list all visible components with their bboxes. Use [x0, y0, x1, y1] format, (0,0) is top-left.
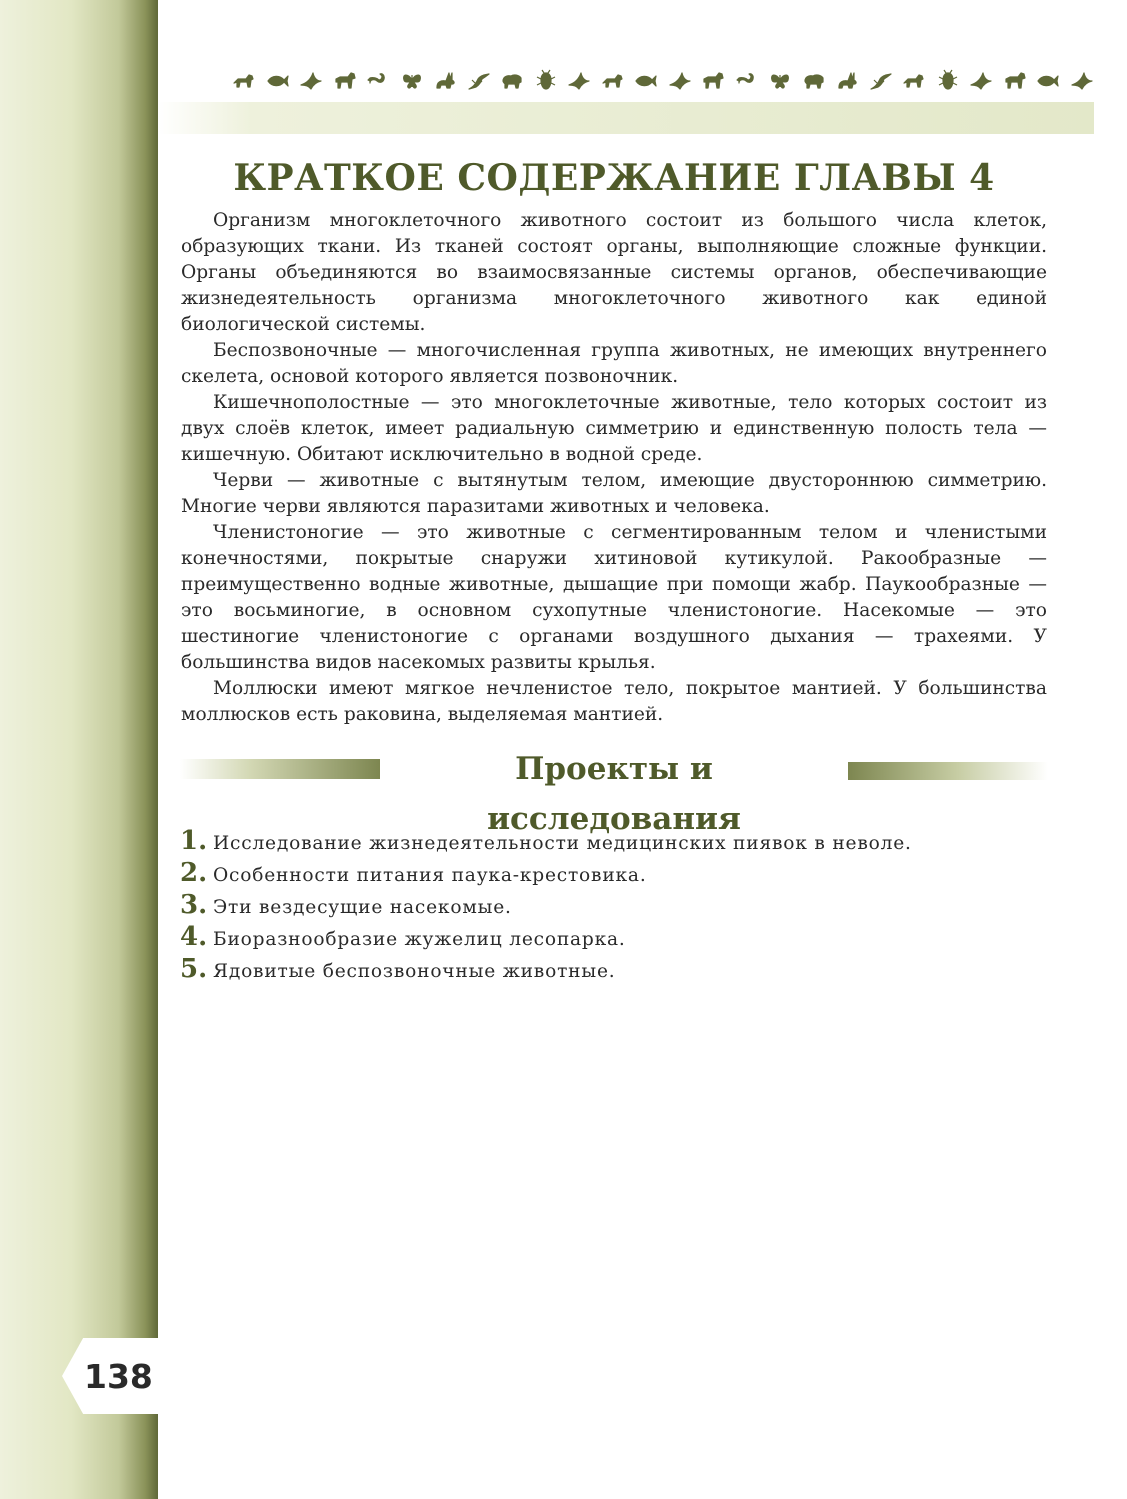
- bird-icon: [567, 69, 591, 97]
- dog-icon: [601, 69, 625, 97]
- butterfly-icon: [400, 69, 424, 97]
- animal-ornament-strip: [232, 66, 1094, 100]
- bird-icon: [969, 69, 993, 97]
- project-item: [180, 922, 1046, 954]
- summary-paragraph: Кишечнополостные — это многоклеточные животные, тело которых состоит из двух слоёв клеток, имеет радиальную симметрию и единственную полость тела — кишечную. Обитают исключительно в водной среде.: [181, 392, 1047, 465]
- chapter-summary-title: КРАТКОЕ СОДЕРЖАНИЕ ГЛАВЫ 4: [233, 157, 995, 199]
- rabbit-icon: [835, 69, 859, 97]
- fish-icon: [1036, 69, 1060, 97]
- horse-icon: [1003, 69, 1027, 97]
- section-divider-right: [848, 762, 1048, 780]
- summary-paragraph: Членистоногие — это животные с сегментированным телом и членистыми конечностями, покрытые снаружи хитиновой кутикулой. Ракообразные — преимущественно водные животные, дышащие при помощи жабр. Паукообразные — это восьминогие, в основном сухопутные членистоногие. Насекомые — это шестиногие членистоногие с органами воздушного дыхания — трахеями. У большинства видов насекомых развиты крылья.: [181, 522, 1047, 673]
- section-divider-left: [180, 759, 380, 779]
- dog-icon: [232, 69, 256, 97]
- project-number: 1.: [180, 826, 208, 856]
- butterfly-icon: [768, 69, 792, 97]
- project-item: [180, 890, 1046, 922]
- beetle-icon: [534, 69, 558, 97]
- rabbit-icon: [433, 69, 457, 97]
- projects-list: [180, 826, 1046, 986]
- lizard-icon: [467, 69, 491, 97]
- project-text: Особенности питания паука-крестовика.: [213, 865, 647, 886]
- beetle-icon: [936, 69, 960, 97]
- project-text: Эти вездесущие насекомые.: [213, 897, 512, 918]
- horse-icon: [333, 69, 357, 97]
- project-number: 3.: [180, 890, 208, 920]
- project-item: [180, 954, 1046, 986]
- bison-icon: [802, 69, 826, 97]
- dog-icon: [902, 69, 926, 97]
- fish-icon: [266, 69, 290, 97]
- bison-icon: [500, 69, 524, 97]
- project-item: [180, 858, 1046, 890]
- fish-icon: [634, 69, 658, 97]
- summary-paragraph: Черви — животные с вытянутым телом, имеющие двустороннюю симметрию. Многие черви являются паразитами животных и человека.: [181, 470, 1047, 517]
- header-band: [158, 102, 1094, 134]
- summary-paragraph: Организм многоклеточного животного состоит из большого числа клеток, образующих ткани. Из тканей состоят органы, выполняющие сложные функции. Органы объединяются во взаимосвязанные системы органов, обеспечивающие жизнедеятельность организма многоклеточного животного как единой биологической системы.: [181, 210, 1047, 335]
- project-item: [180, 826, 1046, 858]
- page-number: 138: [84, 1357, 153, 1396]
- project-number: 2.: [180, 858, 208, 888]
- left-margin-band: [0, 0, 158, 1499]
- lizard-icon: [869, 69, 893, 97]
- horse-icon: [701, 69, 725, 97]
- chapter-summary-text: [181, 208, 1047, 728]
- project-text: Биоразнообразие жужелиц лесопарка.: [213, 929, 626, 950]
- summary-paragraph: Моллюски имеют мягкое нечленистое тело, покрытое мантией. У большинства моллюсков есть раковина, выделяемая мантией.: [181, 678, 1047, 725]
- bird-icon: [299, 69, 323, 97]
- projects-section-title: Проекты и исследования: [487, 751, 741, 837]
- project-text: Исследование жизнедеятельности медицинских пиявок в неволе.: [213, 833, 912, 854]
- bird-icon: [1070, 69, 1094, 97]
- scorpion-icon: [735, 69, 759, 97]
- project-number: 5.: [180, 954, 208, 984]
- summary-paragraph: Беспозвоночные — многочисленная группа животных, не имеющих внутреннего скелета, основой которого является позвоночник.: [181, 340, 1047, 387]
- bird-icon: [668, 69, 692, 97]
- scorpion-icon: [366, 69, 390, 97]
- project-number: 4.: [180, 922, 208, 952]
- project-text: Ядовитые беспозвоночные животные.: [213, 961, 616, 982]
